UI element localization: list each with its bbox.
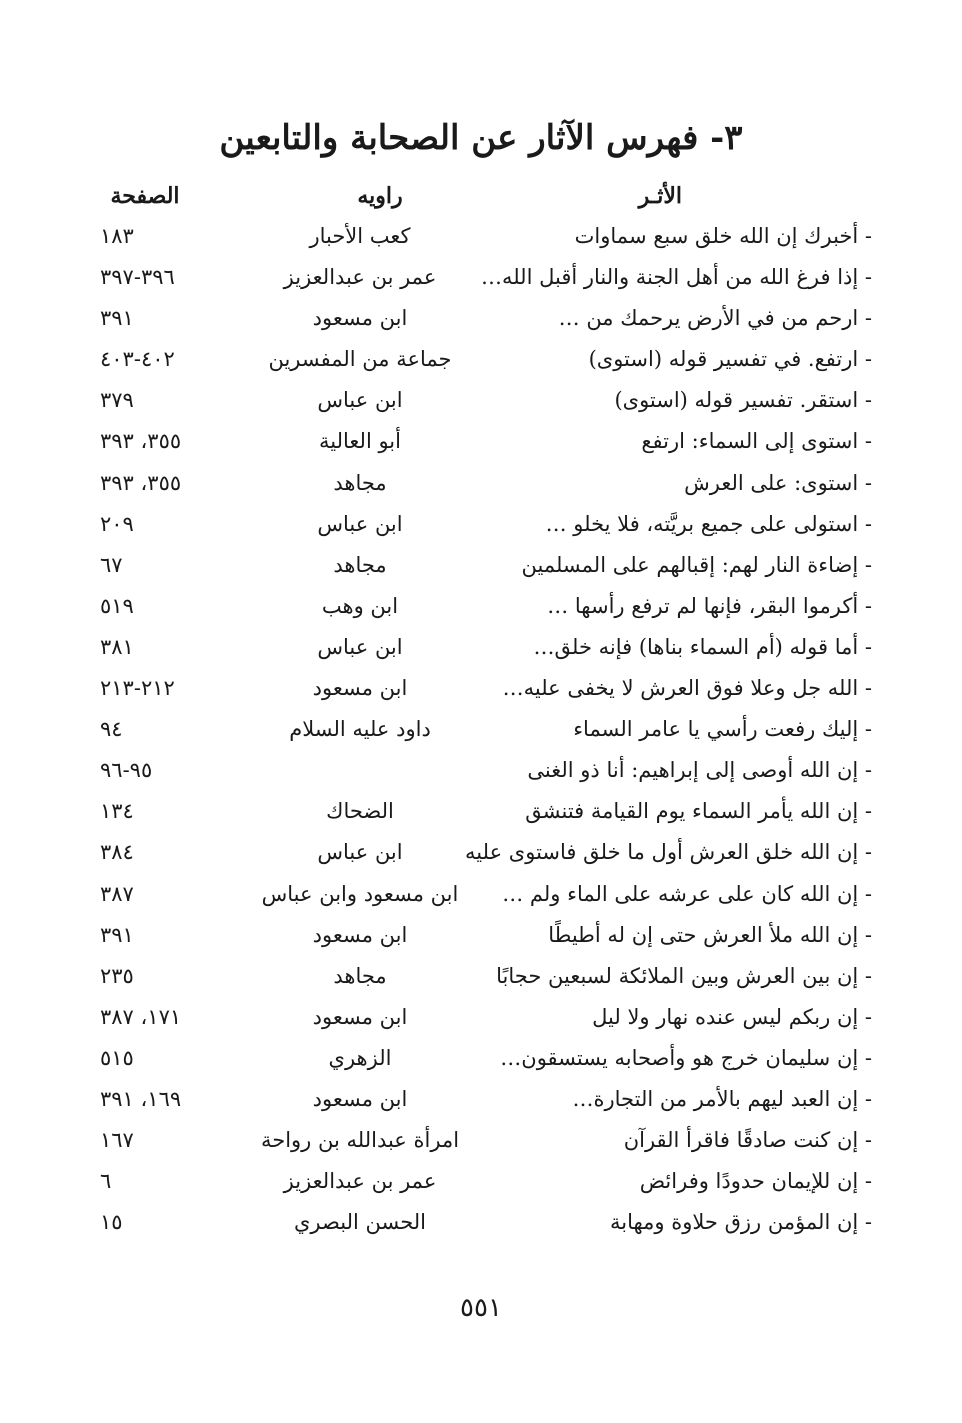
narrator: مجاهد xyxy=(333,552,387,577)
page-reference: ٥١٩ xyxy=(100,593,134,618)
athar-text: - استوى: على العرش xyxy=(684,470,872,495)
table-row xyxy=(0,874,962,915)
page-number: ٥٥١ xyxy=(460,1293,502,1323)
narrator: ابن عباس xyxy=(317,634,403,659)
table-row xyxy=(0,956,962,997)
page-reference: ١٨٣ xyxy=(100,224,134,248)
athar-text: - إليك رفعت رأسي يا عامر السماء xyxy=(573,717,872,742)
athar-text: - إن سليمان خرج هو وأصحابه يستسقون… xyxy=(500,1045,872,1070)
athar-text: - استقر. تفسير قوله (استوى) xyxy=(614,388,872,413)
athar-text: - إن الله كان على عرشه على الماء ولم … xyxy=(502,881,872,906)
athar-text: - إن العبد ليهم بالأمر من التجارة… xyxy=(572,1086,872,1111)
page-reference: ٢٠٩ xyxy=(100,511,134,536)
page-reference: ١٧١، ٣٨٧ xyxy=(100,1004,182,1029)
index-table xyxy=(0,216,962,1243)
page-reference: ٣٧٩ xyxy=(100,388,134,413)
narrator: الزهري xyxy=(328,1045,392,1070)
athar-text: - إن بين العرش وبين الملائكة لسبعين حجابًا xyxy=(496,963,872,988)
athar-text: - استوى إلى السماء: ارتفع xyxy=(641,429,872,454)
table-row xyxy=(0,1202,962,1243)
page-reference: ٣٩١ xyxy=(100,306,134,331)
athar-text: - أما قوله (أم السماء بناها) فإنه خلق… xyxy=(533,634,872,659)
page-reference: ٣٥٥، ٣٩٣ xyxy=(100,470,182,495)
table-row xyxy=(0,750,962,791)
page-reference: ٣٥٥، ٣٩٣ xyxy=(100,429,182,454)
table-row xyxy=(0,463,962,504)
narrator: ابن عباس xyxy=(317,840,403,865)
page-reference: ٦٧ xyxy=(100,552,123,577)
narrator: امرأة عبدالله بن رواحة xyxy=(260,1128,460,1153)
table-row xyxy=(0,380,962,421)
table-row xyxy=(0,1038,962,1079)
header-athar: الأثـر xyxy=(638,183,682,209)
narrator: مجاهد xyxy=(333,470,387,495)
narrator: ابن وهب xyxy=(321,593,399,618)
table-row xyxy=(0,216,962,257)
narrator: ابن عباس xyxy=(317,388,403,413)
header-rawi: راويه xyxy=(357,183,403,209)
athar-text: - إن الله يأمر السماء يوم القيامة فتنشق xyxy=(525,799,872,824)
table-row xyxy=(0,421,962,462)
page-reference: ٥١٥ xyxy=(100,1045,134,1070)
athar-text: - إن للإيمان حدودًا وفرائض xyxy=(639,1169,872,1194)
table-row xyxy=(0,709,962,750)
athar-text: - إضاءة النار لهم: إقبالهم على المسلمين xyxy=(521,552,872,577)
narrator: ابن مسعود xyxy=(312,1004,408,1029)
athar-text: - إن الله خلق العرش أول ما خلق فاستوى عليه xyxy=(465,840,872,865)
page-reference: ٣٨٤ xyxy=(100,840,134,865)
athar-text: - إن الله أوصى إلى إبراهيم: أنا ذو الغنى xyxy=(527,758,872,783)
athar-text: - إن ربكم ليس عنده نهار ولا ليل xyxy=(592,1004,872,1029)
page-reference: ٤٠٢-٤٠٣ xyxy=(100,347,175,372)
page-reference: ٢٣٥ xyxy=(100,963,134,988)
page-reference: ١٣٤ xyxy=(100,799,134,824)
page-reference: ١٦٧ xyxy=(100,1128,134,1153)
athar-text: - أخبرك إن الله خلق سبع سماوات xyxy=(574,224,872,248)
athar-text: - استولى على جميع بريَّته، فلا يخلو … xyxy=(545,511,872,536)
page-reference: ١٦٩، ٣٩١ xyxy=(100,1086,182,1111)
narrator: ابن مسعود xyxy=(312,306,408,331)
table-row xyxy=(0,257,962,298)
table-row xyxy=(0,627,962,668)
athar-text: - إن كنت صادقًا فاقرأ القرآن xyxy=(623,1128,872,1153)
table-row xyxy=(0,1120,962,1161)
header-page: الصفحة xyxy=(110,183,180,209)
table-row xyxy=(0,545,962,586)
narrator: عمر بن عبدالعزيز xyxy=(283,265,437,290)
narrator: داود عليه السلام xyxy=(289,717,431,742)
athar-text: - ارتفع. في تفسير قوله (استوى) xyxy=(588,347,872,372)
athar-text: - أكرموا البقر، فإنها لم ترفع رأسها … xyxy=(547,593,872,618)
page-reference: ٩٤ xyxy=(100,717,123,742)
narrator: ابن مسعود xyxy=(312,676,408,701)
athar-text: - إن المؤمن رزق حلاوة ومهابة xyxy=(610,1210,872,1235)
page-reference: ٣٨١ xyxy=(100,634,134,659)
table-row xyxy=(0,997,962,1038)
table-row xyxy=(0,668,962,709)
table-row xyxy=(0,339,962,380)
narrator: أبو العالية xyxy=(319,429,401,454)
table-row xyxy=(0,832,962,873)
page-reference: ٣٩١ xyxy=(100,922,134,947)
narrator: مجاهد xyxy=(333,963,387,988)
table-row xyxy=(0,1079,962,1120)
table-row xyxy=(0,791,962,832)
narrator: عمر بن عبدالعزيز xyxy=(283,1169,437,1194)
athar-text: - الله جل وعلا فوق العرش لا يخفى عليه… xyxy=(502,676,872,701)
narrator: ابن مسعود xyxy=(312,922,408,947)
athar-text: - إن الله ملأ العرش حتى إن له أطيطًا xyxy=(548,922,872,947)
athar-text: - إذا فرغ الله من أهل الجنة والنار أقبل الله… xyxy=(480,265,872,290)
table-row xyxy=(0,915,962,956)
page-title: ٣- فهرس الآثار عن الصحابة والتابعين xyxy=(219,118,743,158)
narrator: ابن مسعود xyxy=(312,1086,408,1111)
narrator: جماعة من المفسرين xyxy=(268,347,452,372)
page-reference: ٦ xyxy=(100,1169,112,1194)
table-row xyxy=(0,1161,962,1202)
narrator: الحسن البصري xyxy=(294,1210,426,1235)
page-reference: ١٥ xyxy=(100,1210,123,1235)
table-row xyxy=(0,298,962,339)
athar-text: - ارحم من في الأرض يرحمك من … xyxy=(558,306,872,331)
page-reference: ٢١٢-٢١٣ xyxy=(100,676,175,701)
table-row xyxy=(0,586,962,627)
page-reference: ٣٩٦-٣٩٧ xyxy=(100,265,175,290)
narrator: ابن مسعود وابن عباس xyxy=(261,881,459,906)
narrator: كعب الأحبار xyxy=(309,224,411,248)
table-row xyxy=(0,504,962,545)
narrator: الضحاك xyxy=(326,799,394,824)
page-reference: ٣٨٧ xyxy=(100,881,134,906)
narrator: ابن عباس xyxy=(317,511,403,536)
page-reference: ٩٥-٩٦ xyxy=(100,758,153,783)
